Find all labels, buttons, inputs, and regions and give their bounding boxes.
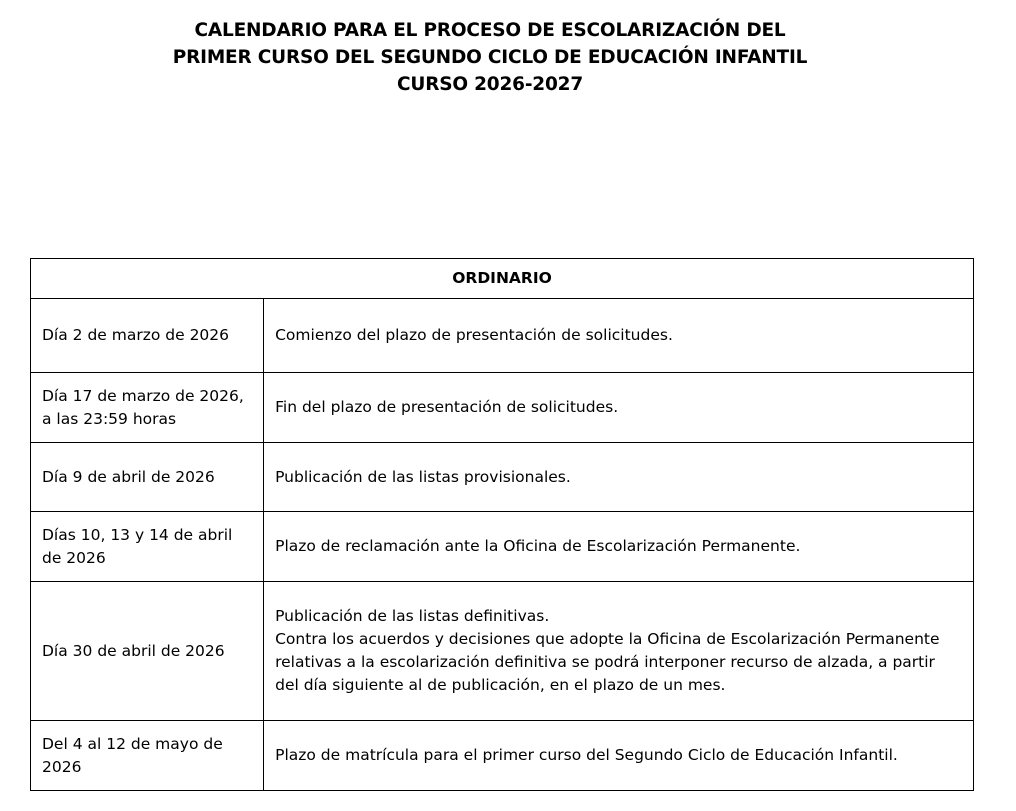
document-title	[0, 17, 980, 98]
row-date: Días 10, 13 y 14 de abril de 2026	[31, 512, 264, 582]
title-line-2: PRIMER CURSO DEL SEGUNDO CICLO DE EDUCACIÓN INFANTIL	[172, 47, 808, 68]
table-row	[31, 512, 974, 582]
table-header-row	[31, 259, 974, 299]
table-row	[31, 582, 974, 721]
table-row	[31, 299, 974, 373]
row-date: Día 17 de marzo de 2026, a las 23:59 horas	[31, 373, 264, 443]
row-description	[264, 582, 974, 721]
description-line: Plazo de matrícula para el primer curso del Segundo Ciclo de Educación Infantil.	[275, 746, 898, 764]
table-header-ordinario: ORDINARIO	[31, 259, 974, 299]
description-line: Publicación de las listas provisionales.	[275, 467, 571, 486]
description-line: Plazo de reclamación ante la Oficina de Escolarización Permanente.	[275, 537, 801, 555]
description-line: Comienzo del plazo de presentación de solicitudes.	[275, 326, 673, 344]
row-description	[264, 512, 974, 582]
row-date: Del 4 al 12 de mayo de 2026	[31, 721, 264, 791]
description-line: Publicación de las listas definitivas.	[275, 607, 550, 625]
row-date: Día 30 de abril de 2026	[31, 582, 264, 721]
row-date: Día 9 de abril de 2026	[31, 443, 264, 512]
row-description	[264, 373, 974, 443]
calendar-table	[30, 258, 974, 791]
description-line: Contra los acuerdos y decisiones que adopte la Oficina de Escolarización Permanente relativas a la escolarización definitiva se podrá interponer recurso de alzada, a partir del día siguiente al de publicación, en el plazo de un mes.	[275, 630, 940, 694]
row-date: Día 2 de marzo de 2026	[31, 299, 264, 373]
table-row	[31, 721, 974, 791]
row-description	[264, 443, 974, 512]
description-line: Fin del plazo de presentación de solicitudes.	[275, 398, 619, 416]
table-row	[31, 373, 974, 443]
table-row	[31, 443, 974, 512]
title-line-1: CALENDARIO PARA EL PROCESO DE ESCOLARIZACIÓN DEL	[194, 20, 786, 41]
row-description	[264, 299, 974, 373]
row-description	[264, 721, 974, 791]
title-line-3: CURSO 2026-2027	[397, 74, 583, 95]
